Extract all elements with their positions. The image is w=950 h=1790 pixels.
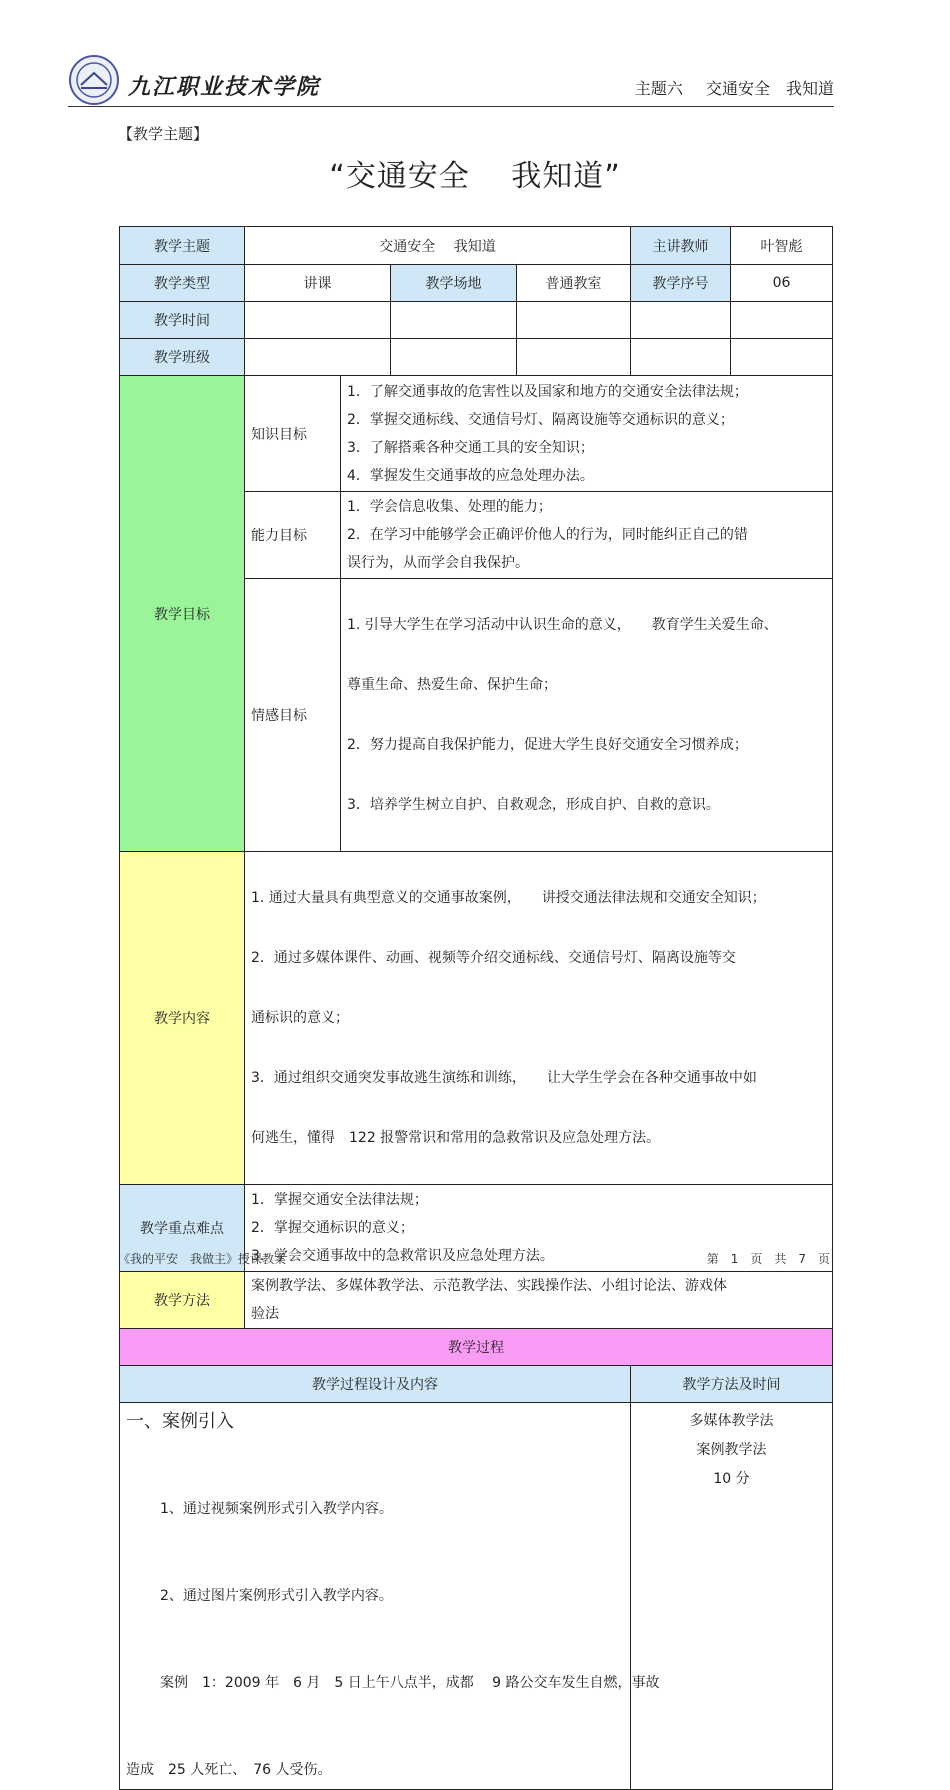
header-topic: 主题六 交通安全 我知道 (634, 79, 834, 98)
teacher-label: 主讲教师 (631, 227, 731, 265)
class-cell-1 (245, 339, 391, 376)
ability-goal-line: 误行为，从而学会自我保护。 (347, 555, 529, 571)
document-title: “交通安全 我知道” (329, 159, 621, 194)
class-cell-4 (631, 339, 731, 376)
page-header (68, 52, 834, 107)
process-method-time (631, 1403, 833, 1790)
emotion-goals (341, 579, 833, 852)
content-label: 教学内容 (120, 852, 245, 1185)
type-value: 讲课 (245, 265, 391, 302)
method-time-header: 教学方法及时间 (631, 1366, 833, 1403)
key-point-item: 3．学会交通事故中的急救常识及应急处理方法。 (251, 1248, 554, 1264)
emotion-goal-line: 2．努力提高自我保护能力，促进大学生良好交通安全习惯养成； (347, 737, 748, 753)
method-time-item: 10 分 (713, 1471, 750, 1487)
time-cell-3 (517, 302, 631, 339)
teaching-content (245, 852, 833, 1185)
knowledge-goal-item: 4．掌握发生交通事故的应急处理办法。 (347, 467, 594, 484)
key-points-label: 教学重点难点 (120, 1185, 245, 1272)
case-line: 1、通过视频案例形式引入教学内容。 (160, 1501, 393, 1517)
page-number: 第 1 页 共 7 页 (706, 1252, 830, 1266)
key-point-item: 1．掌握交通安全法律法规； (251, 1192, 428, 1208)
case-lines (126, 1437, 660, 1756)
class-cell-5 (731, 339, 833, 376)
venue-value: 普通教室 (517, 265, 631, 302)
content-line: 2．通过多媒体课件、动画、视频等介绍交通标线、交通信号灯、隔离设施等交 (251, 950, 736, 966)
emotion-goal-label: 情感目标 (245, 579, 341, 852)
case-line-continued: 造成 25 人死亡、 76 人受伤。 (126, 1762, 332, 1778)
teacher-value: 叶智彪 (731, 227, 833, 265)
knowledge-goal-item: 2．掌握交通标线、交通信号灯、隔离设施等交通标识的意义； (347, 411, 734, 428)
key-point-item: 2．掌握交通标识的意义； (251, 1220, 414, 1236)
method-line: 验法 (251, 1306, 279, 1322)
method-label: 教学方法 (120, 1272, 245, 1329)
school-name: 九江职业技术学院 (128, 74, 321, 100)
method-time-item: 多媒体教学法 (689, 1413, 774, 1429)
process-content (120, 1403, 660, 1790)
school-logo-icon (68, 54, 120, 106)
section-label: 【教学主题】 (118, 125, 209, 143)
sequence-value: 06 (731, 265, 833, 302)
venue-label: 教学场地 (391, 265, 517, 302)
time-cell-1 (245, 302, 391, 339)
knowledge-goals (341, 376, 833, 492)
time-cell-2 (391, 302, 517, 339)
class-cell-2 (391, 339, 517, 376)
content-line: 1. 通过大量具有典型意义的交通事故案例， 讲授交通法律法规和交通安全知识； (251, 890, 766, 906)
lesson-plan-table (119, 226, 833, 1790)
knowledge-goal-label: 知识目标 (245, 376, 341, 492)
content-line: 通标识的意义； (251, 1010, 349, 1026)
process-header: 教学过程 (120, 1329, 833, 1366)
footer-title: 《我的平安 我做主》授课教案 (118, 1252, 287, 1266)
design-header: 教学过程设计及内容 (120, 1366, 631, 1403)
teaching-methods (245, 1272, 833, 1329)
time-label: 教学时间 (120, 302, 245, 339)
emotion-goal-line: 3．培养学生树立自护、自救观念，形成自护、自救的意识。 (347, 797, 720, 813)
ability-goal-label: 能力目标 (245, 492, 341, 579)
emotion-goal-line: 1. 引导大学生在学习活动中认识生命的意义， 教育学生关爱生命、 (347, 617, 778, 633)
ability-goals (341, 492, 833, 579)
knowledge-goal-item: 1．了解交通事故的危害性以及国家和地方的交通安全法律法规； (347, 383, 748, 400)
content-line: 3．通过组织交通突发事故逃生演练和训练， 让大学生学会在各种交通事故中如 (251, 1070, 757, 1086)
goals-label: 教学目标 (120, 376, 245, 852)
time-cell-4 (631, 302, 731, 339)
method-time-item: 案例教学法 (696, 1442, 767, 1458)
case-line: 案例 1：2009 年 6 月 5 日上午八点半，成都 9 路公交车发生自燃，事故 (160, 1675, 660, 1691)
emotion-goal-line: 尊重生命、热爱生命、保护生命； (347, 677, 557, 693)
ability-goal-line: 2．在学习中能够学会正确评价他人的行为，同时能纠正自己的错 (347, 527, 748, 543)
knowledge-goal-item: 3．了解搭乘各种交通工具的安全知识； (347, 439, 594, 456)
type-label: 教学类型 (120, 265, 245, 302)
method-line: 案例教学法、多媒体教学法、示范教学法、实践操作法、小组讨论法、游戏体 (251, 1278, 727, 1294)
topic-value: 交通安全 我知道 (245, 227, 631, 265)
class-cell-3 (517, 339, 631, 376)
time-cell-5 (731, 302, 833, 339)
class-label: 教学班级 (120, 339, 245, 376)
sequence-label: 教学序号 (631, 265, 731, 302)
content-line: 何逃生，懂得 122 报警常识和常用的急救常识及应急处理方法。 (251, 1130, 661, 1146)
ability-goal-line: 1．学会信息收集、处理的能力； (347, 499, 552, 515)
topic-label: 教学主题 (120, 227, 245, 265)
case-line: 2、通过图片案例形式引入教学内容。 (160, 1588, 393, 1604)
case-section-title: 一、案例引入 (126, 1411, 234, 1432)
